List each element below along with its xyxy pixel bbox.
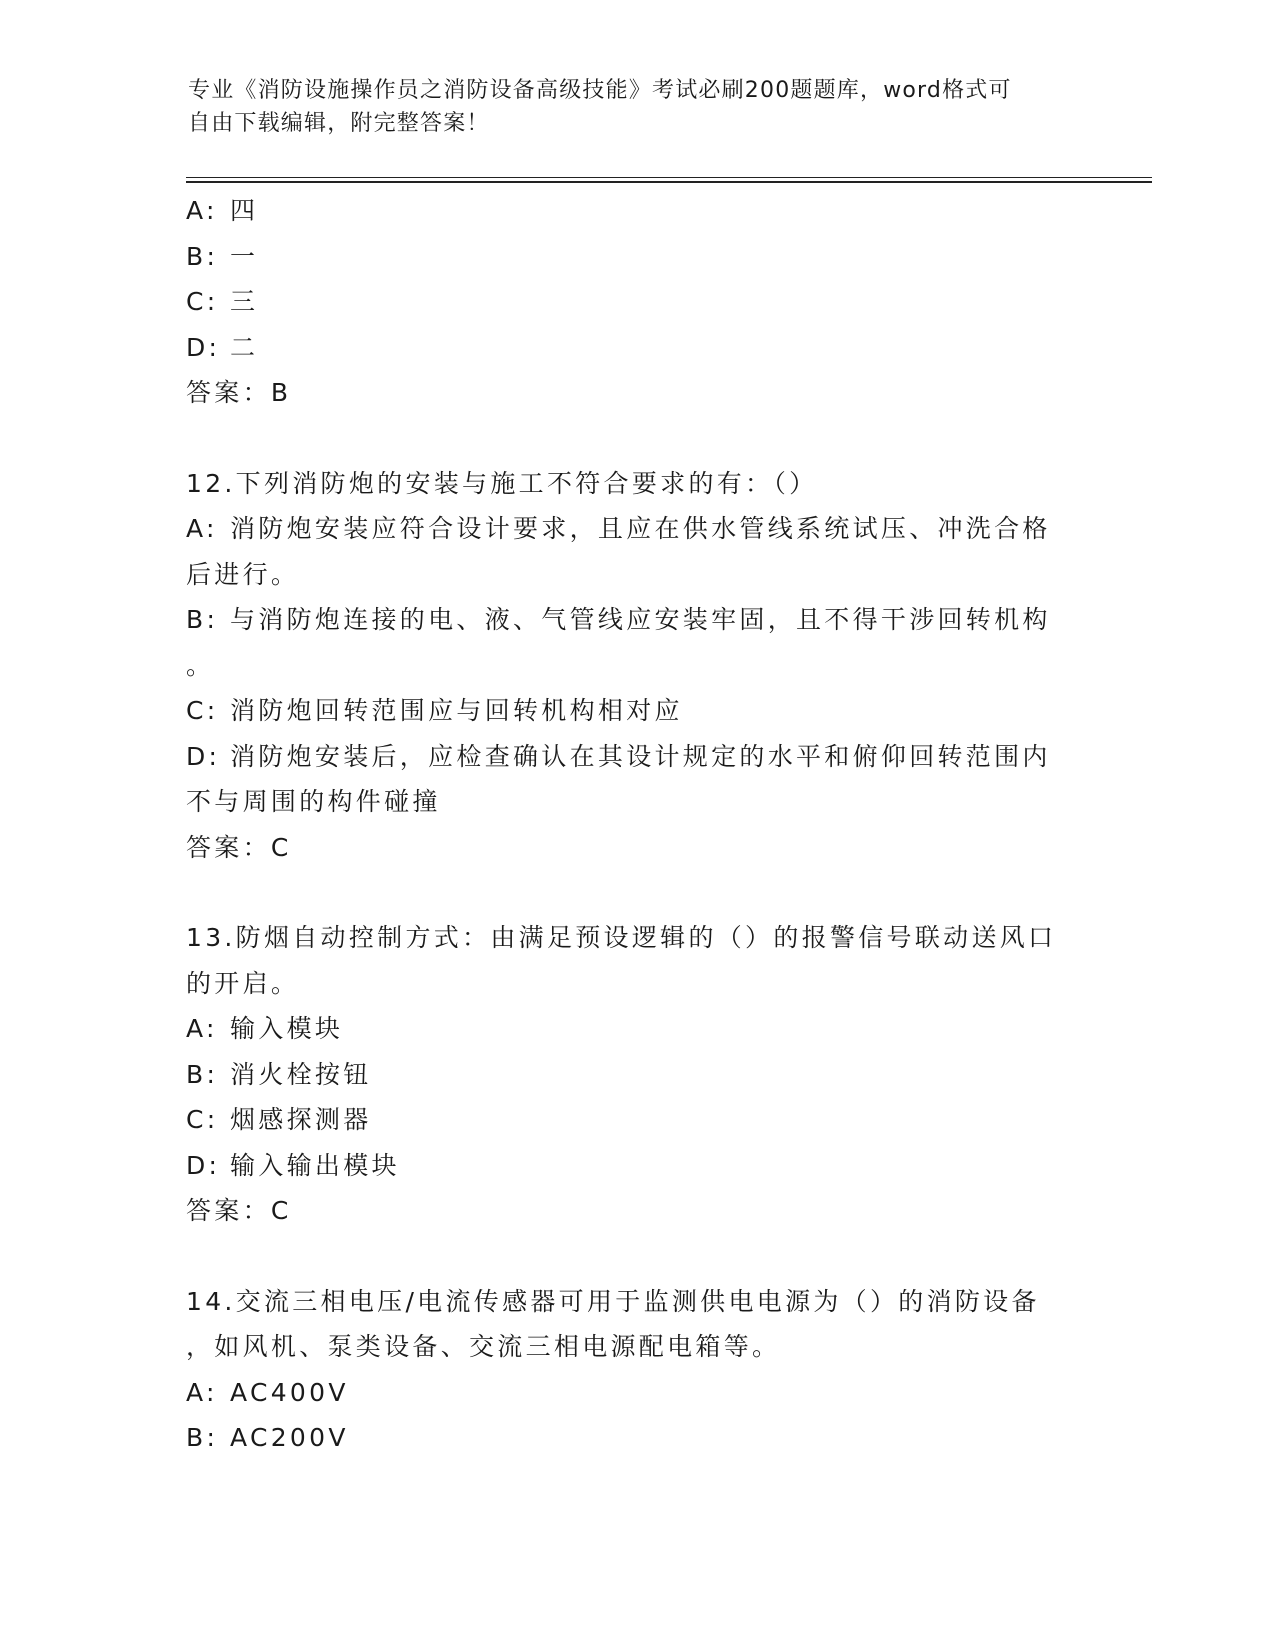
option-a: [186, 506, 1066, 597]
answer-line: 答案：C: [186, 832, 292, 862]
option-text: 输入输出模块: [230, 1150, 400, 1180]
option-b: [186, 597, 1066, 688]
spacer: [186, 1234, 1066, 1279]
header-rule-thick: [186, 181, 1152, 183]
question-13: [186, 915, 1066, 1234]
option-text-line-1: 与消防炮连接的电、液、气管线应安装牢固，且不得干涉回转机构: [230, 605, 1051, 634]
option-text: 一: [230, 241, 259, 271]
option-letter: A:: [186, 196, 218, 225]
option-text: 三: [230, 287, 259, 316]
option-text: 四: [230, 196, 259, 225]
option-text: 烟感探测器: [230, 1105, 372, 1134]
option-text: 消火栓按钮: [230, 1059, 372, 1089]
option-letter: B:: [186, 241, 219, 271]
question-stem-line-1: 13.防烟自动控制方式：由满足预设逻辑的（）的报警信号联动送风口: [186, 923, 1057, 952]
option-text-line-2: 不与周围的构件碰撞: [186, 787, 441, 816]
option-c: [186, 1097, 1066, 1143]
question-stem-line-1: 14.交流三相电压/电流传感器可用于监测供电电源为（）的消防设备: [186, 1286, 1040, 1316]
option-letter: A:: [186, 514, 218, 543]
question-list: [186, 188, 1066, 1461]
option-b: [186, 234, 1066, 280]
option-letter: C:: [186, 287, 219, 316]
option-text-line-2: 。: [186, 650, 215, 680]
question-stem-line-2: 的开启。: [186, 968, 300, 998]
answer-line: 答案：C: [186, 1196, 292, 1225]
header-line-1: 专业《消防设施操作员之消防设备高级技能》考试必刷200题题库，word格式可: [188, 78, 1012, 103]
option-b: [186, 1052, 1066, 1098]
question-stem-line-2: ，如风机、泵类设备、交流三相电源配电箱等。: [186, 1332, 781, 1361]
option-a: [186, 1370, 1066, 1416]
option-b: [186, 1415, 1066, 1461]
option-letter: D:: [186, 741, 221, 771]
option-letter: B:: [186, 1059, 219, 1089]
option-a: [186, 1006, 1066, 1052]
option-text-line-2: 后进行。: [186, 559, 300, 589]
option-letter: D:: [186, 332, 221, 362]
question-11: [186, 188, 1066, 416]
option-d: [186, 1143, 1066, 1189]
spacer: [186, 416, 1066, 461]
option-d: [186, 325, 1066, 371]
option-text: AC200V: [230, 1423, 349, 1452]
header-rule-thin: [186, 177, 1152, 178]
option-d: [186, 734, 1066, 825]
option-text: 输入模块: [230, 1014, 344, 1043]
option-text: AC400V: [230, 1377, 349, 1407]
header-line-2: 自由下载编辑，附完整答案！: [188, 111, 490, 136]
question-stem: 12.下列消防炮的安装与施工不符合要求的有：（）: [186, 468, 818, 498]
option-text-line-1: 消防炮安装后，应检查确认在其设计规定的水平和俯仰回转范围内: [230, 741, 1051, 771]
option-text: 二: [230, 332, 259, 362]
answer-line: 答案：B: [186, 378, 292, 407]
option-text-line-1: 消防炮安装应符合设计要求，且应在供水管线系统试压、冲洗合格: [230, 514, 1051, 543]
option-c: [186, 279, 1066, 325]
option-letter: A:: [186, 1014, 218, 1043]
option-text: 消防炮回转范围应与回转机构相对应: [230, 696, 683, 725]
option-c: [186, 688, 1066, 734]
spacer: [186, 870, 1066, 915]
option-a: [186, 188, 1066, 234]
document-header: [188, 74, 1068, 140]
option-letter: B:: [186, 1423, 219, 1452]
option-letter: A:: [186, 1377, 218, 1407]
question-12: [186, 461, 1066, 871]
question-14: [186, 1279, 1066, 1461]
option-letter: C:: [186, 696, 219, 725]
option-letter: C:: [186, 1105, 219, 1134]
option-letter: B:: [186, 605, 219, 634]
option-letter: D:: [186, 1150, 221, 1180]
